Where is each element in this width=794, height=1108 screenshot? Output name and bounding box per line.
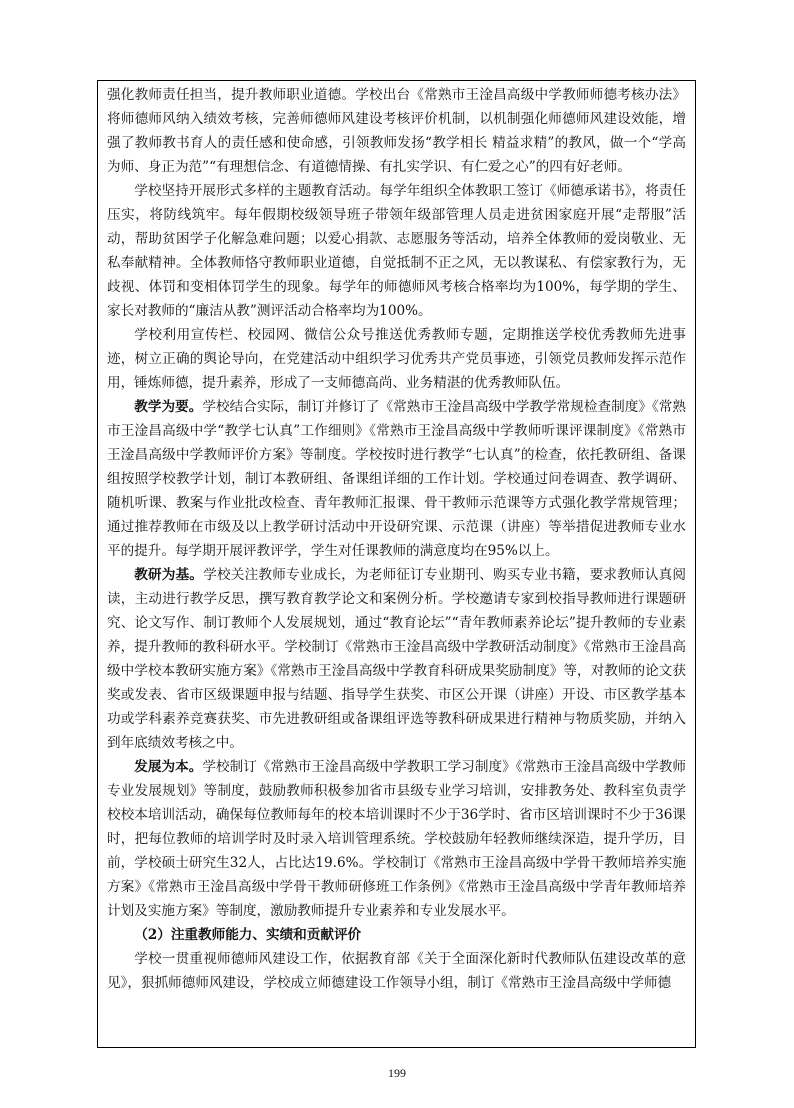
paragraph-research [107, 563, 686, 755]
lead-teaching: 教学为要。 [134, 399, 203, 415]
paragraph-1: 强化教师责任担当，提升教师职业道德。学校出台《常熟市王淦昌高级中学教师师德考核办法》将师德师风纳入绩效考核，完善师德师风建设考核评价机制，以机制强化师德师风建设效能，增强了教师教书育人的责任感和使命感，引领教师发扬“教学相长 精益求精”的教风，做一个“学高为师、身正为范”“有理想信念、有道德情操、有扎实学识、有仁爱之心”的四有好老师。 [107, 87, 686, 175]
paragraph-7: 学校一贯重视师德师风建设工作，依据教育部《关于全面深化新时代教师队伍建设改革的意见》，狠抓师德师风建设，学校成立师德建设工作领导小组，制订《常熟市王淦昌高级中学师德 [107, 951, 686, 991]
lead-development: 发展为本。 [134, 759, 203, 775]
text-frame [97, 80, 696, 1048]
paragraph-3: 学校利用宣传栏、校园网、微信公众号推送优秀教师专题，定期推送学校优秀教师先进事迹，树立正确的舆论导向，在党建活动中组织学习优秀共产党员事迹，引领党员教师发挥示范作用，锤炼师德，提升素养，形成了一支师德高尚、业务精湛的优秀教师队伍。 [107, 327, 686, 391]
lead-research: 教研为基。 [134, 567, 204, 583]
paragraph-teaching [107, 395, 686, 563]
body-text [107, 83, 686, 995]
paragraph-development-text: 学校制订《常熟市王淦昌高级中学教职工学习制度》《常熟市王淦昌高级中学教师专业发展规划》等制度，鼓励教师积极参加省市县级专业学习培训，安排教务处、教科室负责学校校本培训活动，确保每位教师每年的校本培训课时不少于36学时、省市区培训课时不少于36课时，把每位教师的培训学时及时录入培训管理系统。学校鼓励年轻教师继续深造，提升学历，目前，学校硕士研究生32人，占比达19.6%。学校制订《常熟市王淦昌高级中学骨干教师培养实施方案》《常熟市王淦昌高级中学骨干教师研修班工作条例》《常熟市王淦昌高级中学青年教师培养计划及实施方案》等制度，激励教师提升专业素养和专业发展水平。 [107, 759, 687, 919]
paragraph-teaching-text: 学校结合实际，制订并修订了《常熟市王淦昌高级中学教学常规检查制度》《常熟市王淦昌高级中学“教学七认真”工作细则》《常熟市王淦昌高级中学教师听课评课制度》《常熟市王淦昌高级中学教师评价方案》等制度。学校按时进行教学“七认真”的检查，依托教研组、备课组按照学校教学计划，制订本教研组、备课组详细的工作计划。学校通过问卷调查、教学调研、随机听课、教案与作业批改检查、青年教师汇报课、骨干教师示范课等方式强化教学常规管理；通过推荐教师在市级及以上教学研讨活动中开设研究课、示范课（讲座）等举措促进教师专业水平的提升。每学期开展评教评学，学生对任课教师的满意度均在95%以上。 [107, 399, 687, 559]
paragraph-development [107, 755, 686, 923]
section-heading: （2）注重教师能力、实绩和贡献评价 [134, 927, 362, 943]
paragraph-research-text: 学校关注教师专业成长，为老师征订专业期刊、购买专业书籍，要求教师认真阅读，主动进行教学反思，撰写教育教学论文和案例分析。学校邀请专家到校指导教师进行课题研究、论文写作、制订教师个人发展规划，通过“教育论坛”“青年教师素养论坛”提升教师的专业素养，提升教师的教科研水平。学校制订《常熟市王淦昌高级中学教研活动制度》《常熟市王淦昌高级中学校本教研实施方案》《常熟市王淦昌高级中学教育科研成果奖励制度》等，对教师的论文获奖或发表、省市区级课题申报与结题、指导学生获奖、市区公开课（讲座）开设、市区教学基本功或学科素养竞赛获奖、市先进教研组或备课组评选等教科研成果进行精神与物质奖励，并纳入到年底绩效考核之中。 [107, 567, 687, 751]
paragraph-2: 学校坚持开展形式多样的主题教育活动。每学年组织全体教职工签订《师德承诺书》，将责任压实，将防线筑牢。每年假期校级领导班子带领年级部管理人员走进贫困家庭开展“走帮服”活动，帮助贫困学子化解急难问题；以爱心捐款、志愿服务等活动，培养全体教师的爱岗敬业、无私奉献精神。全体教师恪守教师职业道德，自觉抵制不正之风，无以教谋私、有偿家教行为，无歧视、体罚和变相体罚学生的现象。每学年的师德师风考核合格率均为100%，每学期的学生、家长对教师的“廉洁从教”测评活动合格率均为100%。 [107, 183, 686, 319]
page-number: 199 [388, 1066, 406, 1080]
